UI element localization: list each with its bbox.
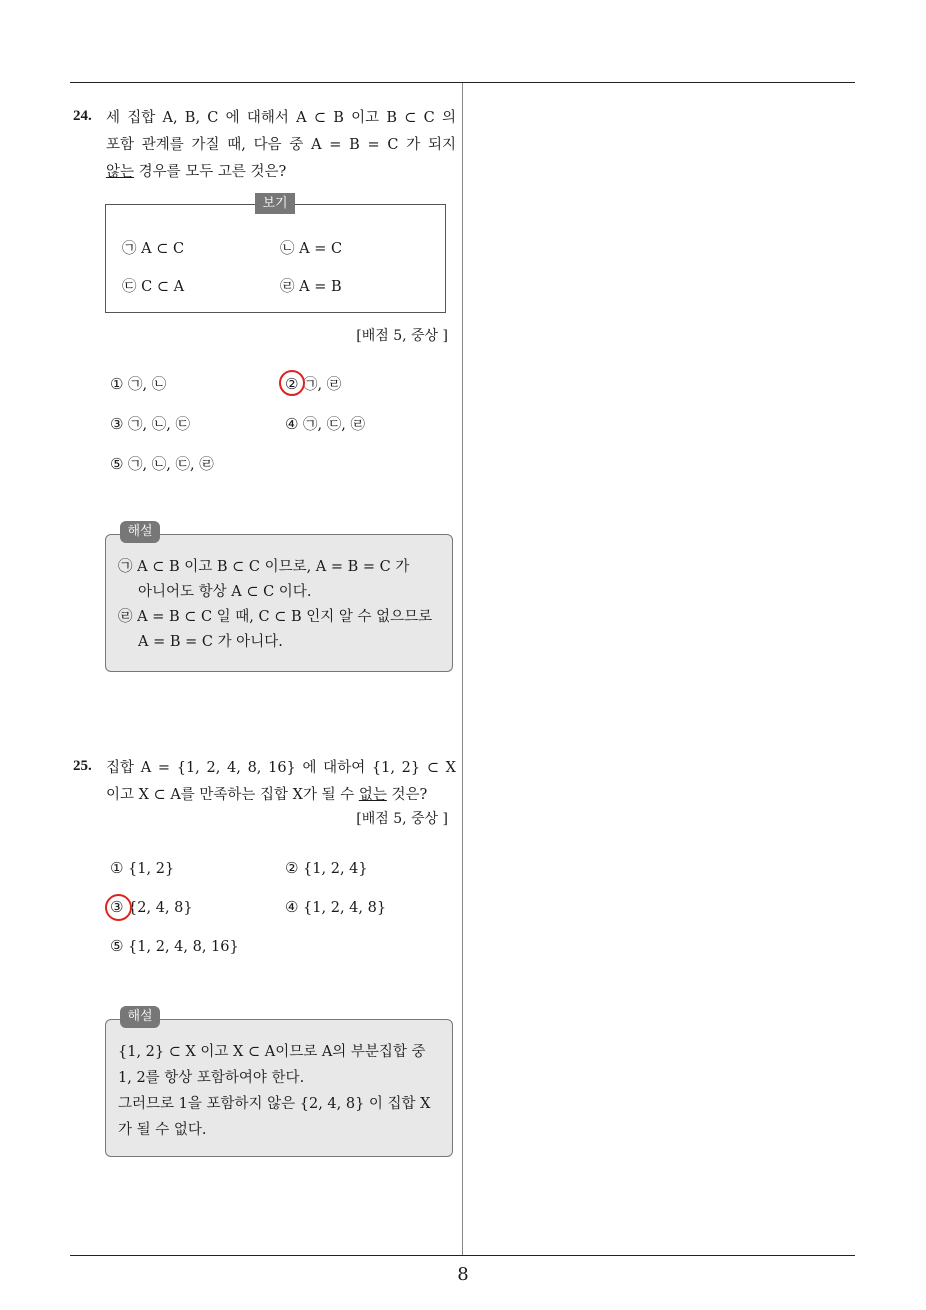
q24-choice-3[interactable]: ③ ㉠, ㉡, ㉢ (110, 415, 190, 433)
q25-solution-line-4: 가 될 수 없다. (118, 1122, 207, 1138)
q24-answer-circle-mark (279, 370, 305, 396)
q24-solution-line-4: A = B = C 가 아니다. (138, 634, 283, 650)
q24-choice-2[interactable]: ② ㉠, ㉣ (285, 375, 342, 393)
q25-choice-4[interactable]: ④ {1, 2, 4, 8} (285, 898, 387, 916)
q25-solution-tag: 해설 (120, 1006, 160, 1028)
column-divider (462, 83, 463, 1255)
question-25-number: 25. (73, 758, 92, 774)
bogi-item-digeut: ㉢ C ⊂ A (122, 279, 185, 295)
question-24-number: 24. (73, 108, 92, 124)
q25-solution-line-3: 그러므로 1을 포함하지 않은 {2, 4, 8} 이 집합 X (118, 1096, 431, 1112)
question-24-score: [배점 5, 중상 ] (356, 328, 448, 344)
question-24-line-3-rest: 경우를 모두 고른 것은? (134, 164, 287, 180)
q25-choice-1[interactable]: ① {1, 2} (110, 859, 175, 877)
question-24-line-3 (106, 162, 456, 182)
bogi-item-giyeok: ㉠ A ⊂ C (122, 241, 185, 257)
bottom-rule (70, 1255, 855, 1256)
question-25-score: [배점 5, 중상 ] (356, 811, 448, 827)
underlined-word: 없는 (358, 787, 387, 803)
page-number: 8 (457, 1264, 469, 1285)
underlined-word: 않는 (106, 164, 135, 180)
question-25-line-1: 집합 A = {1, 2, 4, 8, 16} 에 대하여 {1, 2} ⊂ X (106, 760, 456, 776)
bogi-box (105, 204, 446, 313)
q24-choice-1[interactable]: ① ㉠, ㉡ (110, 375, 167, 393)
bogi-item-rieul: ㉣ A = B (280, 279, 342, 295)
question-24-line-1: 세 집합 A, B, C 에 대해서 A ⊂ B 이고 B ⊂ C 의 (106, 110, 456, 126)
q25-solution-line-1: {1, 2} ⊂ X 이고 X ⊂ A이므로 A의 부분집합 중 (118, 1044, 426, 1060)
q24-choice-4[interactable]: ④ ㉠, ㉢, ㉣ (285, 415, 365, 433)
question-25-line-2: 이고 X ⊂ A를 만족하는 집합 X가 될 수 없는 것은? (106, 787, 428, 803)
q24-solution-tag: 해설 (120, 521, 160, 543)
q25-solution-line-2: 1, 2를 항상 포함하여야 한다. (118, 1070, 305, 1086)
q24-solution-line-2: 아니어도 항상 A ⊂ C 이다. (138, 584, 312, 600)
q24-choice-5[interactable]: ⑤ ㉠, ㉡, ㉢, ㉣ (110, 455, 214, 473)
question-24-line-2: 포함 관계를 가질 때, 다음 중 A = B = C 가 되지 (106, 137, 456, 153)
q25-choice-3[interactable]: ③ {2, 4, 8} (110, 898, 193, 916)
q25-answer-circle-mark (105, 894, 132, 921)
q24-solution-line-1: ㉠ A ⊂ B 이고 B ⊂ C 이므로, A = B = C 가 (118, 559, 410, 575)
bogi-item-nieun: ㉡ A = C (280, 241, 343, 257)
q25-choice-2[interactable]: ② {1, 2, 4} (285, 859, 368, 877)
bogi-title: 보기 (255, 193, 295, 214)
q24-solution-line-3: ㉣ A = B ⊂ C 일 때, C ⊂ B 인지 알 수 없으므로 (118, 609, 433, 625)
q25-choice-5[interactable]: ⑤ {1, 2, 4, 8, 16} (110, 937, 239, 955)
